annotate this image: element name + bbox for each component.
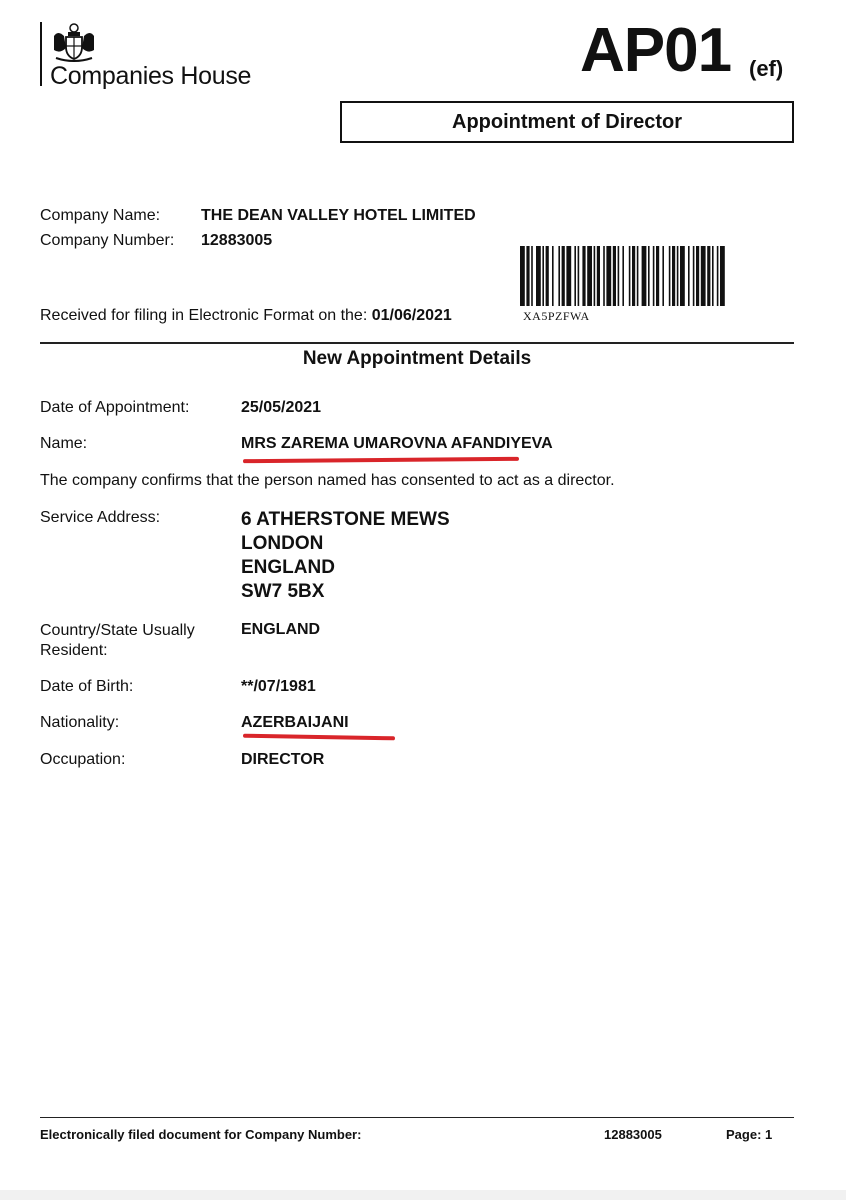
barcode-bar <box>594 246 596 306</box>
barcode-bar <box>677 246 679 306</box>
received-line <box>40 307 452 325</box>
barcode-bar <box>520 246 525 306</box>
barcode-bar <box>603 246 605 306</box>
barcode-bar <box>696 246 699 306</box>
form-title-box <box>340 101 794 143</box>
footer-company-number: 12883005 <box>604 1127 662 1142</box>
barcode-bar <box>720 246 725 306</box>
barcode-bar <box>613 246 616 306</box>
barcode-bar <box>717 246 719 306</box>
form-title: Appointment of Director <box>452 110 682 133</box>
barcode-bar <box>587 246 592 306</box>
occupation-value: DIRECTOR <box>241 751 325 768</box>
barcode-bar <box>536 246 541 306</box>
consent-statement: The company confirms that the person named has consented to act as a director. <box>40 472 615 489</box>
barcode-bar <box>582 246 585 306</box>
country-resident-label-line2: Resident: <box>40 642 108 659</box>
barcode-bar <box>693 246 695 306</box>
barcode-bar <box>707 246 710 306</box>
company-name-value: THE DEAN VALLEY HOTEL LIMITED <box>201 207 476 224</box>
barcode-bar <box>552 246 554 306</box>
director-name-label: Name: <box>40 435 88 452</box>
bottom-edge <box>0 1190 846 1200</box>
barcode-bar <box>672 246 675 306</box>
footer-page-number: Page: 1 <box>726 1127 773 1142</box>
barcode-bar <box>618 246 620 306</box>
address-line-2: LONDON <box>241 533 324 554</box>
section-divider <box>40 342 794 344</box>
footer-text: Electronically filed document for Company Number: <box>40 1127 362 1142</box>
barcode-bar <box>648 246 650 306</box>
barcode-bar <box>546 246 549 306</box>
company-number-value: 12883005 <box>201 232 273 249</box>
royal-coat-of-arms-icon <box>50 22 98 62</box>
nationality-value: AZERBAIJANI <box>241 714 349 731</box>
nationality-label: Nationality: <box>40 714 120 731</box>
country-resident-value: ENGLAND <box>241 621 321 638</box>
company-name-label: Company Name: <box>40 207 161 224</box>
company-number-label: Company Number: <box>40 232 175 249</box>
received-date: 01/06/2021 <box>371 307 452 324</box>
name-red-underline <box>243 457 519 463</box>
barcode-bar <box>688 246 690 306</box>
section-heading: New Appointment Details <box>302 348 532 369</box>
service-address-label: Service Address: <box>40 509 161 526</box>
barcode-bar <box>712 246 714 306</box>
barcode-reference: XA5PZFWA <box>523 309 590 323</box>
barcode-bar <box>531 246 533 306</box>
barcode-bar <box>669 246 671 306</box>
appointment-date-label: Date of Appointment: <box>40 399 190 416</box>
barcode-bar <box>606 246 611 306</box>
barcode-bar <box>653 246 655 306</box>
barcode-bar <box>622 246 624 306</box>
barcode-bar <box>574 246 576 306</box>
barcode-bar <box>632 246 635 306</box>
form-code: AP01 <box>580 16 732 85</box>
organisation-name: Companies House <box>50 62 252 90</box>
barcode-bar <box>629 246 631 306</box>
occupation-label: Occupation: <box>40 751 126 768</box>
country-resident-label <box>40 621 195 661</box>
barcode-bar <box>701 246 706 306</box>
barcode-bar <box>562 246 565 306</box>
barcode-bar <box>578 246 580 306</box>
footer-divider <box>40 1117 794 1118</box>
barcode-bar <box>566 246 571 306</box>
address-line-1: 6 ATHERSTONE MEWS <box>241 509 450 530</box>
received-label: Received for filing in Electronic Format on the: <box>40 307 368 324</box>
barcode-bar <box>526 246 529 306</box>
address-postcode: SW7 5BX <box>241 581 325 602</box>
barcode-bar <box>637 246 639 306</box>
country-resident-label-line1: Country/State Usually <box>40 622 195 639</box>
barcode-bar <box>662 246 664 306</box>
barcode-bar <box>656 246 659 306</box>
barcode-bar <box>642 246 647 306</box>
barcode-bar <box>558 246 560 306</box>
barcode-bar <box>542 246 544 306</box>
date-of-birth-label: Date of Birth: <box>40 678 134 695</box>
logo-divider <box>40 22 42 86</box>
barcode <box>520 246 790 306</box>
form-suffix: (ef) <box>749 56 784 81</box>
service-address-block <box>241 508 450 604</box>
barcode-bar <box>597 246 600 306</box>
address-line-3: ENGLAND <box>241 557 335 578</box>
barcode-bar <box>680 246 685 306</box>
nationality-red-underline <box>243 734 395 741</box>
director-name-value: MRS ZAREMA UMAROVNA AFANDIYEVA <box>241 435 553 452</box>
date-of-birth-value: **/07/1981 <box>241 678 316 695</box>
appointment-date-value: 25/05/2021 <box>241 399 322 416</box>
